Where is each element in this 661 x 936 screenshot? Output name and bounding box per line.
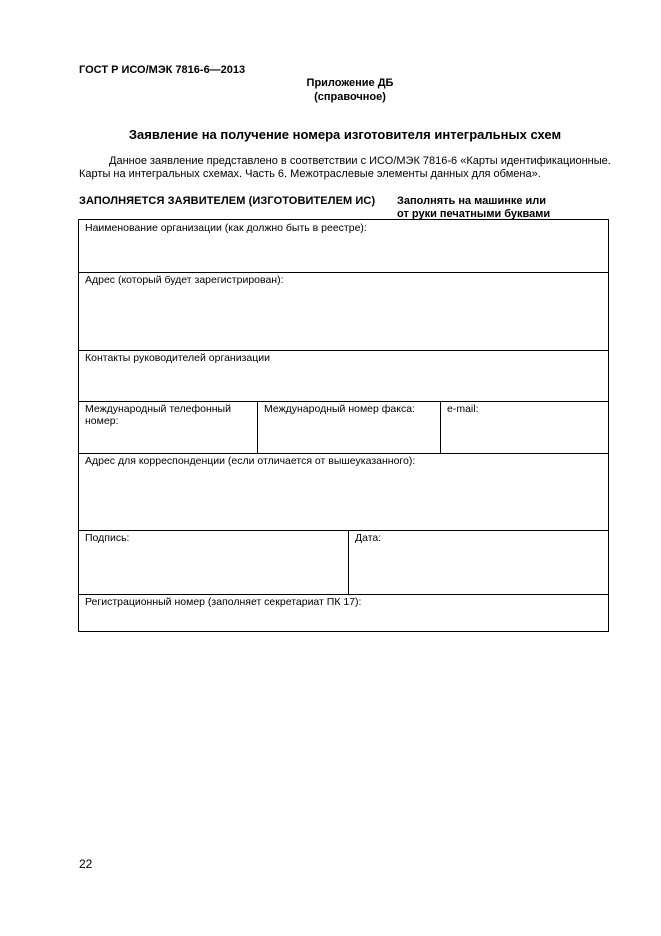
contacts-field[interactable] xyxy=(79,350,608,401)
fill-instruction-line-2: от руки печатными буквами xyxy=(397,208,551,220)
intro-paragraph xyxy=(79,155,611,181)
form-row-reg-number xyxy=(79,594,608,630)
form-row-address xyxy=(79,272,608,351)
annex-title: Приложение ДБ xyxy=(306,77,394,89)
signature-field[interactable] xyxy=(79,530,348,594)
org-name-label: Наименование организации (как должно быть в реестре): xyxy=(85,222,367,234)
correspondence-label: Адрес для корреспонденции (если отличается от вышеуказанного): xyxy=(85,455,416,467)
fax-label: Международный номер факса: xyxy=(264,403,415,415)
intro-line-2: Карты на интегральных схемах. Часть 6. Межотраслевые элементы данных для обмена». xyxy=(79,168,541,180)
date-label: Дата: xyxy=(355,532,382,544)
phone-label: Международный телефонный номер: xyxy=(85,403,231,427)
form-row-signature-date xyxy=(79,530,608,595)
form-row-phone-fax-email xyxy=(79,401,608,454)
contacts-label: Контакты руководителей организации xyxy=(85,352,270,364)
annex-type: (справочное) xyxy=(314,91,386,103)
fax-field[interactable] xyxy=(257,401,440,453)
correspondence-field[interactable] xyxy=(79,453,608,530)
reg-number-label: Регистрационный номер (заполняет секретариат ПК 17): xyxy=(85,596,362,608)
document-title: Заявление на получение номера изготовителя интегральных схем xyxy=(128,127,562,142)
email-label: e-mail: xyxy=(447,403,479,415)
form-row-contacts xyxy=(79,350,608,402)
org-name-field[interactable] xyxy=(79,220,608,272)
fill-instruction xyxy=(397,195,550,221)
signature-label: Подпись: xyxy=(85,532,130,544)
date-field[interactable] xyxy=(348,530,608,594)
fill-by-applicant-label: ЗАПОЛНЯЕТСЯ ЗАЯВИТЕЛЕМ (ИЗГОТОВИТЕЛЕМ ИС) xyxy=(79,195,376,207)
form-row-org-name xyxy=(79,220,608,273)
address-label: Адрес (который будет зарегистрирован): xyxy=(85,274,284,286)
fill-instruction-line-1: Заполнять на машинке или xyxy=(397,195,547,207)
reg-number-field[interactable] xyxy=(79,594,608,630)
application-form xyxy=(78,219,609,632)
form-row-correspondence xyxy=(79,453,608,531)
annex-heading xyxy=(250,76,450,104)
intro-line-1: Данное заявление представлено в соответствии с ИСО/МЭК 7816-6 «Карты идентификационные. xyxy=(109,155,611,167)
address-field[interactable] xyxy=(79,272,608,350)
phone-field[interactable] xyxy=(79,401,257,453)
page-number: 22 xyxy=(79,857,93,871)
email-field[interactable] xyxy=(440,401,608,453)
standard-designation: ГОСТ Р ИСО/МЭК 7816-6—2013 xyxy=(79,64,246,76)
